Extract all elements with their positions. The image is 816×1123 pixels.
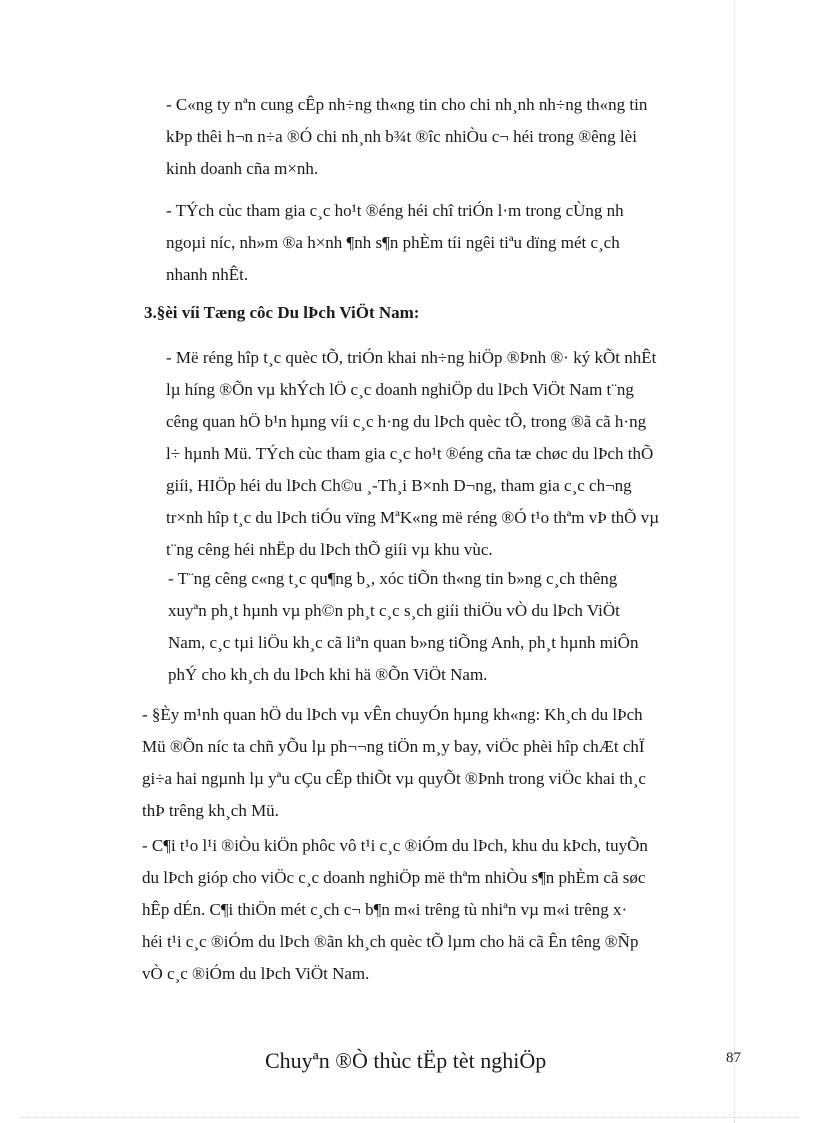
paragraph-line: xuyªn ph¸t hµnh vµ ph©n ph¸t c¸c s¸ch giíi thiÖu vÒ du lÞch ViÖt — [168, 601, 620, 620]
paragraph-line: - C¶i t¹o l¹i ®iÒu kiÖn phôc vô t¹i c¸c ®iÓm du lÞch, khu du kÞch, tuyÕn — [142, 836, 648, 855]
paragraph-line: vÒ c¸c ®iÓm du lÞch ViÖt Nam. — [142, 964, 370, 983]
paragraph-line: t¨ng cêng héi nhËp du lÞch thÕ giíi vµ khu vùc. — [166, 540, 493, 559]
paragraph-line: thÞ trêng kh¸ch Mü. — [142, 801, 279, 820]
margin-guide-bottom — [20, 1117, 800, 1118]
paragraph-line: - TÝch cùc tham gia c¸c ho¹t ®éng héi chî triÓn l·m trong cÙng nh — [166, 201, 624, 220]
paragraph-line: tr×nh hîp t¸c du lÞch tiÓu vïng MªK«ng më réng ®Ó t¹o thªm vÞ thÕ vµ — [166, 508, 659, 527]
paragraph-4 — [168, 563, 638, 691]
paragraph-line: hÊp dÉn. C¶i thiÖn mét c¸ch c¬ b¶n m«i trêng tù nhiªn vµ m«i trêng x· — [142, 900, 628, 919]
paragraph-line: héi t¹i c¸c ®iÓm du lÞch ®ãn kh¸ch quèc tÕ lµm cho hä cã Ên têng ®Ñp — [142, 932, 639, 951]
paragraph-line: - Më réng hîp t¸c quèc tÕ, triÓn khai nh÷ng hiÖp ®Þnh ®· ký kÕt nhÊt — [166, 348, 657, 367]
paragraph-line: giíi, HIÖp héi du lÞch Ch©u ¸-Th¸i B×nh D¬ng, tham gia c¸c ch¬ng — [166, 476, 632, 495]
paragraph-line: Mü ®Õn níc ta chñ yÕu lµ ph¬¬ng tiÖn m¸y bay, viÖc phèi hîp chÆt chÏ — [142, 737, 645, 756]
paragraph-line: Nam, c¸c tµi liÖu kh¸c cã liªn quan b»ng tiÕng Anh, ph¸t hµnh miÔn — [168, 633, 639, 652]
paragraph-line: - C«ng ty nªn cung cÊp nh÷ng th«ng tin cho chi nh¸nh nh÷ng th«ng tin — [166, 95, 648, 114]
paragraph-line: ngoµi níc, nh»m ®a h×nh ¶nh s¶n phÈm tíi ngêi tiªu dïng mét c¸ch — [166, 233, 620, 252]
paragraph-line: du lÞch gióp cho viÖc c¸c doanh nghiÖp më thªm nhiÒu s¶n phÈm cã søc — [142, 868, 646, 887]
paragraph-line: nhanh nhÊt. — [166, 265, 249, 284]
paragraph-1 — [166, 89, 647, 185]
paragraph-line: kÞp thêi h¬n n÷a ®Ó chi nh¸nh b¾t ®îc nhiÒu c¬ héi trong ®êng lèi — [166, 127, 637, 146]
paragraph-line: - §Èy m¹nh quan hÖ du lÞch vµ vÊn chuyÓn hµng kh«ng: Kh¸ch du lÞch — [142, 705, 643, 724]
paragraph-line: kinh doanh cña m×nh. — [166, 159, 319, 178]
paragraph-6 — [142, 830, 648, 990]
paragraph-line: cêng quan hÖ b¹n hµng víi c¸c h·ng du lÞch quèc tÕ, trong ®ã cã h·ng — [166, 412, 647, 431]
paragraph-line: phÝ cho kh¸ch du lÞch khi hä ®Õn ViÖt Nam. — [168, 665, 488, 684]
paragraph-line: lµ híng ®Õn vµ khÝch lÖ c¸c doanh nghiÖp du lÞch ViÖt Nam t¨ng — [166, 380, 634, 399]
footer-title: Chuyªn ®Ò thùc tËp tèt nghiÖp — [265, 1048, 547, 1073]
paragraph-line: l÷ hµnh Mü. TÝch cùc tham gia c¸c ho¹t ®éng cña tæ chøc du lÞch thÕ — [166, 444, 654, 463]
paragraph-2 — [166, 195, 624, 291]
margin-guide-vertical — [734, 0, 735, 1123]
paragraph-line: - T¨ng cêng c«ng t¸c qu¶ng b¸, xóc tiÕn th«ng tin b»ng c¸ch thêng — [168, 569, 618, 588]
page-number: 87 — [726, 1050, 741, 1066]
paragraph-5 — [142, 699, 646, 827]
paragraph-3 — [166, 342, 659, 566]
section-heading: 3.§èi víi Tæng côc Du lÞch ViÖt Nam: — [144, 303, 420, 322]
paragraph-line: gi÷a hai ngµnh lµ yªu cÇu cÊp thiÕt vµ quyÕt ®Þnh trong viÖc khai th¸c — [142, 769, 646, 788]
